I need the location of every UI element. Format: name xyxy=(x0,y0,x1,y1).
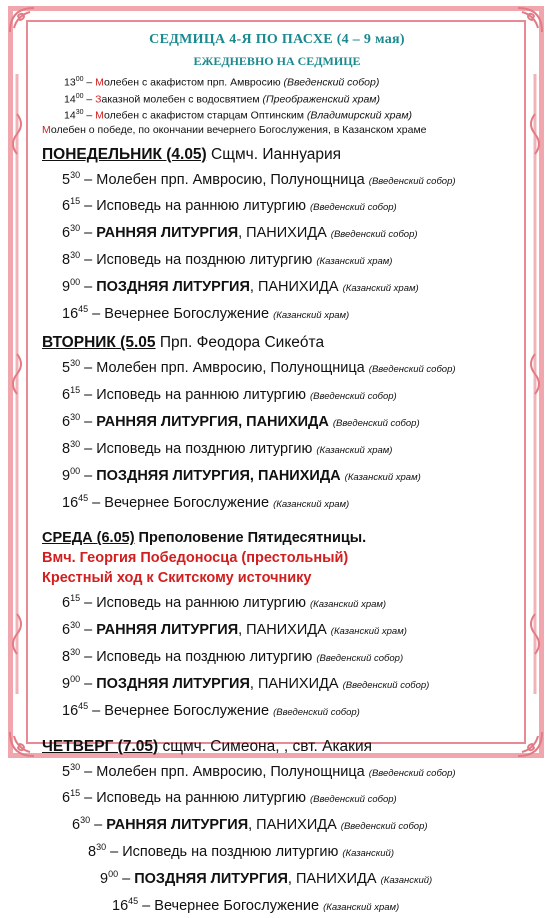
service-text: Исповедь на позднюю литургию xyxy=(122,843,343,860)
service-place: (Введенский собор) xyxy=(316,652,404,664)
dash: – xyxy=(88,305,105,322)
service-hour: 6 xyxy=(62,387,71,404)
service-minutes: 30 xyxy=(70,169,81,180)
service-item xyxy=(42,588,512,615)
corner-ornament-icon xyxy=(516,6,544,34)
dash: – xyxy=(90,817,107,834)
days-list xyxy=(42,145,512,918)
service-item xyxy=(42,165,512,192)
service-item xyxy=(42,669,512,696)
service-text: Вечернее Богослужение xyxy=(104,305,274,322)
service-text: Исповедь на раннюю литургию xyxy=(96,790,310,807)
service-hour: 6 xyxy=(62,595,71,612)
service-place: (Введенский собор) xyxy=(368,175,456,187)
service-place: (Введенский собор) xyxy=(309,202,397,214)
service-title-bold: ПОЗДНЯЯ ЛИТУРГИЯ xyxy=(134,870,288,887)
service-place: (Казанский) xyxy=(342,847,394,859)
daily-time-minutes: 30 xyxy=(75,109,84,116)
service-minutes: 00 xyxy=(70,673,81,684)
service-place: (Казанский храм) xyxy=(273,309,350,321)
service-place: (Введенский собор) xyxy=(368,767,456,779)
service-minutes: 00 xyxy=(70,276,81,287)
day-saint: сщмч. Симеона, , свт. Акакия xyxy=(158,737,373,755)
service-place: (Введенский собор) xyxy=(340,821,428,833)
schedule-content xyxy=(42,30,512,918)
day-name: СРЕДА (6.05) xyxy=(42,530,135,547)
dash: – xyxy=(88,494,105,511)
service-hour: 6 xyxy=(62,224,71,241)
day-heading xyxy=(42,333,512,353)
service-place: (Введенский собор) xyxy=(309,391,397,403)
dash: – xyxy=(80,790,97,807)
dash: – xyxy=(83,76,96,89)
service-text: Исповедь на позднюю литургию xyxy=(96,440,317,457)
dash: – xyxy=(80,360,97,377)
service-place: (Казанский) xyxy=(380,874,433,886)
dash: – xyxy=(80,675,97,692)
service-place: (Казанский храм) xyxy=(316,444,393,456)
service-place: (Казанский храм) xyxy=(316,255,393,267)
service-minutes: 45 xyxy=(78,492,89,503)
service-item xyxy=(42,696,512,723)
service-minutes: 30 xyxy=(96,842,107,853)
service-hour: 6 xyxy=(62,622,71,639)
service-hour: 9 xyxy=(62,467,71,484)
service-minutes: 15 xyxy=(70,196,81,207)
service-text: Исповедь на позднюю литургию xyxy=(96,648,317,665)
service-item xyxy=(42,245,512,272)
service-minutes: 45 xyxy=(78,700,89,711)
dash: – xyxy=(80,763,97,780)
dash: – xyxy=(80,278,97,295)
day-saint: Сщмч. Ианнуария xyxy=(206,145,342,163)
service-hour: 8 xyxy=(62,440,71,457)
daily-initial: М xyxy=(42,123,51,136)
service-text: , ПАНИХИДА xyxy=(248,817,341,834)
service-minutes: 00 xyxy=(70,465,81,476)
service-item xyxy=(42,837,512,864)
dash: – xyxy=(80,224,97,241)
service-item xyxy=(42,757,512,784)
service-hour: 5 xyxy=(62,171,71,188)
corner-ornament-icon xyxy=(516,730,544,758)
daily-text: олебен с акафистом прп. Амвросию xyxy=(104,76,284,89)
service-item xyxy=(42,461,512,488)
day-saint: Прп. Феодора Сикеóта xyxy=(155,334,325,352)
service-minutes: 30 xyxy=(70,647,81,658)
service-hour: 9 xyxy=(62,675,71,692)
daily-text: олебен о победе, по окончании вечернего Богослужения, в Казанском храме xyxy=(50,123,427,136)
daily-place: (Введенский собор) xyxy=(283,76,380,89)
day-heading xyxy=(42,737,512,757)
service-hour: 6 xyxy=(62,198,71,215)
dash: – xyxy=(80,387,97,404)
service-minutes: 30 xyxy=(70,249,81,260)
service-text: Вечернее Богослужение xyxy=(104,702,274,719)
service-place: (Казанский храм) xyxy=(344,471,421,483)
service-text: Исповедь на раннюю литургию xyxy=(96,595,310,612)
service-text: Исповедь на позднюю литургию xyxy=(96,251,317,268)
service-hour: 16 xyxy=(62,702,79,719)
daily-time: 13 xyxy=(64,76,76,89)
dash: – xyxy=(138,897,155,914)
day-name: ВТОРНИК (5.05 xyxy=(42,334,156,352)
service-item xyxy=(42,891,512,918)
service-minutes: 45 xyxy=(128,895,139,906)
service-text: Вечернее Богослужение xyxy=(104,494,274,511)
service-minutes: 15 xyxy=(70,593,81,604)
service-hour: 8 xyxy=(88,843,97,860)
service-item xyxy=(42,783,512,810)
dash: – xyxy=(80,251,97,268)
service-place: (Казанский храм) xyxy=(342,282,419,294)
dash: – xyxy=(80,595,97,612)
service-hour: 8 xyxy=(62,251,71,268)
service-title-bold: ПОЗДНЯЯ ЛИТУРГИЯ xyxy=(96,675,250,692)
service-item xyxy=(42,218,512,245)
day-block xyxy=(42,528,512,722)
service-minutes: 30 xyxy=(70,761,81,772)
service-hour: 16 xyxy=(62,494,79,511)
daily-time-minutes: 00 xyxy=(75,76,84,83)
service-place: (Введенский собор) xyxy=(330,228,418,240)
service-item xyxy=(42,864,512,891)
daily-initial: З xyxy=(95,93,102,105)
daily-place: (Владимирский храм) xyxy=(306,109,413,122)
service-minutes: 30 xyxy=(80,815,91,826)
daily-text: олебен с акафистом старцам Оптинским xyxy=(104,109,307,122)
feast-line: Крестный ход к Скитскому источнику xyxy=(42,570,312,587)
daily-initial: М xyxy=(95,76,105,89)
side-ornament-icon xyxy=(526,74,544,694)
service-text: , ПАНИХИДА xyxy=(287,870,381,887)
service-minutes: 30 xyxy=(70,412,81,423)
service-hour: 5 xyxy=(62,360,71,377)
service-place: (Казанский храм) xyxy=(323,901,400,913)
service-item xyxy=(42,488,512,515)
service-item xyxy=(42,299,512,326)
dash: – xyxy=(80,467,97,484)
service-minutes: 30 xyxy=(70,358,81,369)
dash: – xyxy=(88,702,105,719)
service-item xyxy=(42,191,512,218)
service-text: , ПАНИХИДА xyxy=(249,675,343,692)
daily-item-last xyxy=(42,123,512,137)
service-minutes: 15 xyxy=(70,788,81,799)
service-place: (Введенский собор) xyxy=(332,417,420,429)
service-hour: 6 xyxy=(62,790,71,807)
service-title-bold: РАННЯЯ ЛИТУРГИЯ xyxy=(106,817,249,834)
daily-list xyxy=(42,73,512,137)
service-item xyxy=(42,810,512,837)
service-minutes: 15 xyxy=(70,385,81,396)
dash: – xyxy=(80,622,97,639)
service-title-bold: РАННЯЯ ЛИТУРГИЯ xyxy=(96,224,239,241)
daily-item xyxy=(42,90,512,107)
service-hour: 9 xyxy=(100,870,109,887)
service-title-bold: РАННЯЯ ЛИТУРГИЯ, ПАНИХИДА xyxy=(96,413,329,430)
service-text: , ПАНИХИДА xyxy=(249,278,343,295)
service-item xyxy=(42,380,512,407)
day-saint: Преполовение Пятидесятницы. xyxy=(134,530,367,547)
page-title: СЕДМИЦА 4-Я ПО ПАСХЕ (4 – 9 мая) xyxy=(149,32,405,47)
dash: – xyxy=(80,413,97,430)
service-text: Исповедь на раннюю литургию xyxy=(96,198,310,215)
service-minutes: 30 xyxy=(70,223,81,234)
dash: – xyxy=(80,198,97,215)
service-hour: 16 xyxy=(112,897,129,914)
daily-item xyxy=(42,73,512,90)
dash: – xyxy=(80,648,97,665)
dash: – xyxy=(106,843,123,860)
service-title-bold: ПОЗДНЯЯ ЛИТУРГИЯ, ПАНИХИДА xyxy=(96,467,341,484)
service-item xyxy=(42,615,512,642)
day-name: ПОНЕДЕЛЬНИК (4.05) xyxy=(42,145,207,163)
daily-initial: М xyxy=(95,109,105,122)
dash: – xyxy=(83,109,96,122)
day-heading xyxy=(42,528,512,548)
service-place: (Введенский собор) xyxy=(342,679,430,691)
service-text: Молебен прп. Амвросию, Полунощница xyxy=(96,763,369,780)
service-title-bold: РАННЯЯ ЛИТУРГИЯ xyxy=(96,622,239,639)
service-hour: 9 xyxy=(62,278,71,295)
dash: – xyxy=(80,440,97,457)
corner-ornament-icon xyxy=(8,730,36,758)
service-text: , ПАНИХИДА xyxy=(238,224,331,241)
day-block xyxy=(42,145,512,326)
service-item xyxy=(42,642,512,669)
service-hour: 16 xyxy=(62,305,79,322)
service-text: Вечернее Богослужение xyxy=(154,897,324,914)
side-ornament-icon xyxy=(8,74,26,694)
service-hour: 6 xyxy=(62,413,71,430)
service-place: (Казанский храм) xyxy=(330,626,407,638)
service-item xyxy=(42,272,512,299)
service-text: Молебен прп. Амвросию, Полунощница xyxy=(96,171,369,188)
service-minutes: 30 xyxy=(70,438,81,449)
service-minutes: 45 xyxy=(78,303,89,314)
service-place: (Введенский собор) xyxy=(273,706,360,718)
dash: – xyxy=(118,870,135,887)
service-text: Молебен прп. Амвросию, Полунощница xyxy=(96,360,369,377)
service-place: (Введенский собор) xyxy=(368,364,456,376)
daily-text: аказной молебен с водосвятием xyxy=(101,93,263,105)
day-name: ЧЕТВЕРГ (7.05) xyxy=(42,737,159,755)
day-block xyxy=(42,333,512,514)
daily-time: 14 xyxy=(64,93,76,105)
service-hour: 5 xyxy=(62,763,71,780)
service-text: , ПАНИХИДА xyxy=(238,622,331,639)
dash: – xyxy=(83,93,96,105)
service-item xyxy=(42,407,512,434)
service-title-bold: ПОЗДНЯЯ ЛИТУРГИЯ xyxy=(96,278,250,295)
daily-place: (Преображенский храм) xyxy=(262,93,380,105)
service-hour: 8 xyxy=(62,648,71,665)
service-item xyxy=(42,353,512,380)
service-minutes: 00 xyxy=(108,868,119,879)
service-place: (Введенский собор) xyxy=(309,794,397,806)
service-text: Исповедь на раннюю литургию xyxy=(96,387,310,404)
dash: – xyxy=(80,171,97,188)
service-place: (Казанский храм) xyxy=(309,599,387,611)
daily-time: 14 xyxy=(64,109,76,122)
service-minutes: 30 xyxy=(70,620,81,631)
feast-line: Вмч. Георгия Победоносца (престольный) xyxy=(42,550,349,567)
corner-ornament-icon xyxy=(8,6,36,34)
daily-time-minutes: 00 xyxy=(75,92,84,100)
day-block xyxy=(42,737,512,918)
service-hour: 6 xyxy=(72,817,81,834)
page-subtitle: ЕЖЕДНЕВНО НА СЕДМИЦЕ xyxy=(193,54,361,68)
service-item xyxy=(42,434,512,461)
daily-item xyxy=(42,106,512,123)
service-place: (Казанский храм) xyxy=(273,498,350,510)
day-heading xyxy=(42,145,512,165)
